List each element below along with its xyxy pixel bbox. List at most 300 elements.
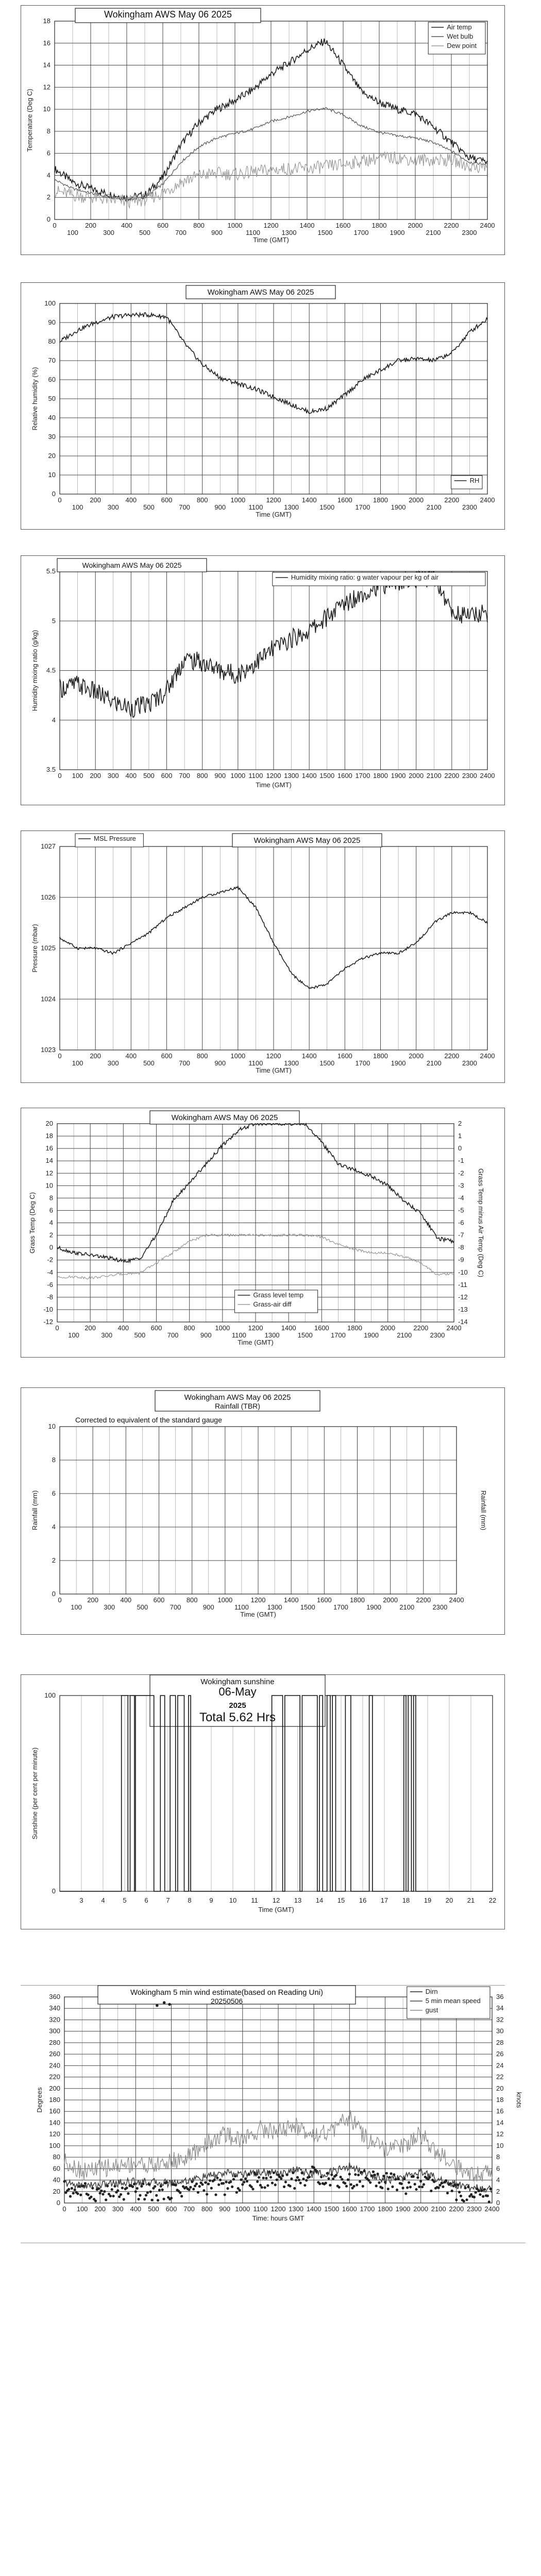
x-tick-label: 2200 [444,222,459,229]
data-point [250,2185,253,2188]
chart-title: Wokingham AWS May 06 2025 [104,9,232,20]
y-right-tick-label: -2 [458,1169,464,1177]
data-point [406,2187,409,2189]
legend [428,22,485,54]
x-tick-label: 1800 [373,1052,388,1060]
x-tick-label: 1400 [301,496,317,504]
x-tick-label: 700 [179,503,190,511]
data-point [112,2195,115,2197]
data-point [455,2198,458,2201]
data-point [391,2185,394,2188]
data-point [325,2182,327,2184]
data-point [111,2188,113,2191]
y-right-tick-label: 26 [496,2050,504,2058]
data-point [473,2196,476,2198]
data-point [363,2170,366,2172]
x-tick-label: 500 [134,1331,146,1339]
x-tick-label: 900 [202,1603,214,1611]
grid-group [60,571,487,770]
x-tick-label: 600 [157,222,168,229]
data-point [191,2180,193,2183]
data-point [74,2189,76,2191]
legend-label: 5 min mean speed [425,1997,481,2005]
x-tick-label: 15 [337,1896,345,1904]
data-point [116,2189,119,2192]
x-tick-label: 1100 [248,1059,263,1067]
y-right-tick-label: 0 [458,1144,462,1153]
y-right-tick-label: 8 [496,2153,500,2161]
data-point [140,2185,143,2188]
data-point [71,2187,73,2190]
wind-chart-svg [21,1986,526,2243]
x-tick-label: 2400 [449,1596,464,1604]
x-tick-label: 19 [424,1896,432,1904]
data-point [255,2173,257,2176]
x-tick-label: 400 [125,496,137,504]
y-tick-label: 80 [53,2153,60,2161]
chart-title: Wokingham AWS May 06 2025 [207,288,314,297]
y-right-tick-label: 16 [496,2107,504,2115]
chart-subtitle: 06-May [218,1685,257,1698]
y-right-tick-label: 20 [496,2084,504,2092]
data-point [344,2182,346,2184]
data-point [109,2195,112,2197]
y-tick-label: 16 [45,1144,53,1153]
data-point [206,2193,208,2195]
y-tick-label: 12 [45,1169,53,1177]
x-tick-label: 1000 [235,2205,250,2213]
data-point [482,2195,484,2198]
data-point [286,2174,289,2176]
legend [75,834,143,847]
y-tick-label: 1024 [41,995,56,1003]
y-right-tick-label: 14 [496,2119,504,2127]
data-point [308,2176,311,2178]
y-tick-label: 8 [46,127,50,135]
x-tick-label: 200 [85,222,96,229]
y-axis-label: Pressure (mbar) [31,924,39,973]
y-tick-label: 2 [49,1231,53,1239]
data-point [225,2181,228,2183]
data-point [475,2191,477,2194]
data-point [216,2177,218,2179]
y-tick-label: 18 [43,17,50,25]
x-tick-label: 2300 [462,772,477,779]
y-tick-label: 10 [48,471,56,479]
data-point [416,2176,419,2179]
x-tick-label: 1200 [266,772,281,779]
data-point [154,2185,156,2188]
x-tick-label: 2200 [413,1324,429,1332]
x-tick-label: 0 [53,222,57,229]
data-point [247,2173,250,2176]
y-tick-label: 40 [48,414,56,421]
y-tick-label: 1023 [41,1046,56,1054]
x-tick-label: 500 [148,2205,159,2213]
data-point [414,2183,416,2185]
x-tick-label: 2400 [480,222,495,229]
legend-label: MSL Pressure [94,835,136,842]
x-tick-label: 1500 [300,1603,315,1611]
y-tick-label: 0 [52,490,56,498]
data-point [168,2003,171,2006]
data-point [327,2177,330,2180]
x-tick-label: 1800 [373,496,388,504]
data-point [69,2195,72,2198]
y-right-tick-label: -12 [458,1293,468,1301]
data-point [261,2186,263,2189]
data-point [243,2181,245,2183]
x-tick-label: 21 [467,1896,475,1904]
legend [234,1290,317,1313]
y-right-tick-label: 6 [496,2164,500,2173]
data-point [315,2170,318,2173]
x-tick-label: 1500 [297,1331,313,1339]
data-point [362,2185,364,2188]
x-tick-label: 12 [272,1896,280,1904]
data-point [161,2189,164,2191]
pressure-chart-svg [21,831,505,1083]
y-tick-label: 60 [48,376,56,383]
y-tick-label: 18 [45,1132,53,1140]
data-point [137,2198,140,2200]
data-point [150,2199,153,2201]
x-tick-label: 22 [488,1896,497,1904]
x-tick-label: 2000 [409,772,424,779]
x-tick-label: 8 [188,1896,192,1904]
x-tick-label: 400 [120,1596,132,1604]
y-axis-label: Sunshine (per cent per minute) [31,1747,39,1840]
data-point [433,2180,435,2183]
chart-title: Wokingham AWS May 06 2025 [184,1393,291,1402]
x-tick-label: 2100 [431,2205,446,2213]
x-tick-label: 500 [137,1603,148,1611]
x-tick-label: 2000 [409,496,424,504]
x-tick-label: 700 [179,772,190,779]
y-tick-label: 120 [49,2130,60,2138]
x-tick-label: 1900 [391,1059,406,1067]
data-point [403,2177,405,2180]
data-point [273,2172,275,2174]
y-right-tick-label: -4 [458,1194,464,1202]
x-tick-label: 200 [94,2205,106,2213]
data-point [213,2179,215,2181]
data-point [465,2198,468,2201]
data-point [106,2184,109,2187]
x-tick-label: 600 [153,1596,165,1604]
x-tick-label: 1200 [266,1052,281,1060]
x-tick-label: 1800 [347,1324,362,1332]
x-tick-label: 1300 [264,1331,280,1339]
x-tick-label: 20 [445,1896,453,1904]
data-point [155,2194,158,2197]
data-point [157,2199,159,2201]
x-tick-label: 700 [183,2205,195,2213]
x-tick-label: 2400 [446,1324,462,1332]
data-point [90,2196,92,2198]
y-tick-label: 340 [49,2004,60,2012]
data-point [210,2187,213,2190]
y-tick-label: 0 [52,1887,56,1895]
y-right-tick-label: 28 [496,2038,504,2046]
data-point [370,2175,373,2177]
data-point [385,2172,388,2175]
x-tick-label: 1900 [364,1331,379,1339]
x-tick-label: 1100 [248,772,263,779]
data-point [146,2191,149,2194]
grid-group [60,1427,457,1594]
x-tick-label: 400 [121,222,132,229]
x-axis-label: Time (GMT) [238,1338,274,1346]
legend-label: Dirn [425,1988,438,1995]
data-point [118,2195,121,2198]
y-tick-label: 140 [49,2119,60,2127]
x-tick-label: 1700 [353,229,369,236]
x-tick-label: 2200 [444,772,460,779]
data-point [367,2179,370,2181]
x-tick-label: 100 [68,1331,79,1339]
data-point [240,2178,242,2181]
y-tick-label: 14 [43,61,50,69]
y-right-tick-label: -13 [458,1305,468,1313]
y-axis-label: Grass Temp (Deg C) [28,1192,36,1253]
data-point [133,2183,136,2185]
data-point [437,2187,440,2189]
y-tick-label: 1027 [41,842,56,850]
data-point [345,2185,348,2188]
x-tick-label: 1600 [314,1324,329,1332]
data-point [384,2181,386,2183]
x-tick-label: 200 [90,772,102,779]
y-right-tick-label: 36 [496,1993,504,2001]
data-point [457,2183,459,2186]
y-right-tick-label: 22 [496,2073,504,2081]
data-point [394,2178,397,2180]
y-right-tick-label: 0 [496,2199,500,2207]
data-point [268,2171,270,2173]
data-point [156,2004,159,2007]
data-point [453,2183,456,2186]
data-point [301,2172,303,2174]
y-tick-label: 10 [45,1181,53,1190]
x-tick-label: 1700 [360,2205,375,2213]
data-point [241,2183,244,2185]
x-tick-label: 300 [103,229,114,236]
data-point [415,2188,417,2191]
x-axis-label: Time (GMT) [240,1611,276,1618]
data-point [262,2177,265,2179]
y-tick-label: 240 [49,2061,60,2070]
x-tick-label: 1900 [390,229,405,236]
x-tick-label: 6 [144,1896,148,1904]
x-tick-label: 1200 [248,1324,263,1332]
data-point [483,2188,486,2191]
data-point [412,2175,415,2178]
data-point [292,2172,294,2174]
data-point [238,2189,241,2192]
x-tick-label: 2400 [484,2205,500,2213]
data-point [180,2195,183,2197]
data-point [91,2187,94,2189]
data-point [269,2176,272,2178]
y-tick-label: 6 [52,1489,56,1497]
chart-year: 2025 [229,1701,246,1710]
y-tick-label: 80 [48,337,56,345]
x-tick-label: 500 [139,229,150,236]
x-tick-label: 2000 [413,2205,429,2213]
y-axis-label: Degrees [36,2087,43,2113]
legend [273,572,485,586]
data-point [201,2183,204,2185]
data-point [281,2175,284,2177]
x-tick-label: 1400 [301,1052,317,1060]
x-tick-label: 1600 [337,772,352,779]
rainfall-chart-panel [21,1387,505,1635]
y-tick-label: 0 [46,215,50,223]
y-right-tick-label: 32 [496,2015,504,2024]
y-right-tick-label: 1 [458,1132,462,1140]
y-tick-label: 180 [49,2096,60,2104]
y-right-tick-label: -3 [458,1181,464,1190]
y-tick-label: 40 [53,2176,60,2184]
y-tick-label: -8 [47,1293,53,1301]
y-right-tick-label: 34 [496,2004,504,2012]
x-tick-label: 300 [112,2205,124,2213]
data-point [329,2184,331,2187]
temperature-chart-panel [21,5,505,255]
x-axis-label: Time (GMT) [256,1066,292,1074]
y-tick-label: 0 [52,1590,56,1598]
x-tick-label: 1700 [355,772,370,779]
y-tick-label: 90 [48,318,56,326]
temperature-chart-svg [21,6,505,256]
x-tick-label: 2300 [462,503,477,511]
x-tick-label: 600 [165,2205,177,2213]
data-point [204,2181,207,2184]
x-tick-label: 100 [72,503,83,511]
data-point [348,2173,351,2175]
legend-label: Air temp [447,23,472,31]
x-tick-label: 2400 [480,772,495,779]
x-tick-label: 1100 [246,229,260,236]
wind-chart-panel [21,1985,523,2243]
x-tick-label: 1100 [248,503,263,511]
legend-label: Grass level temp [253,1291,303,1299]
data-point [76,2192,79,2195]
x-tick-label: 11 [251,1896,258,1904]
x-tick-label: 0 [55,1324,59,1332]
x-tick-label: 1000 [227,222,243,229]
data-point [409,2185,412,2188]
x-tick-label: 400 [117,1324,129,1332]
data-point [244,2177,247,2180]
y-right-axis-label: knots [515,2092,523,2108]
data-point [84,2182,87,2184]
x-tick-label: 1700 [355,503,370,511]
y-tick-label: 100 [44,1691,56,1699]
x-tick-label: 1400 [283,1596,299,1604]
data-point [295,2179,297,2181]
y-right-tick-label: 30 [496,2027,504,2035]
x-tick-label: 2100 [426,503,442,511]
data-point [207,2183,210,2185]
grass-temp-chart-svg [21,1108,505,1358]
x-tick-label: 1800 [371,222,387,229]
x-axis-label: Time (GMT) [258,1906,294,1913]
data-point [374,2174,376,2176]
data-point [102,2193,104,2195]
x-tick-label: 2300 [466,2205,482,2213]
data-point [296,2176,299,2179]
data-point [82,2184,85,2187]
data-point [298,2179,300,2181]
y-right-tick-label: -11 [458,1280,467,1289]
x-tick-label: 14 [315,1896,324,1904]
data-point [372,2171,375,2173]
data-point [232,2178,235,2180]
legend [407,1987,490,2019]
x-tick-label: 700 [175,229,187,236]
data-point [127,2192,129,2195]
data-point [313,2166,315,2169]
x-tick-label: 2100 [397,1331,412,1339]
data-point [160,2185,162,2188]
data-point [163,2001,166,2004]
data-point [418,2185,420,2188]
data-point [350,2183,352,2186]
data-point [347,2178,349,2181]
y-tick-label: 20 [48,452,56,460]
data-point [145,2194,147,2196]
y-tick-label: 0 [56,2199,60,2207]
y-tick-label: 260 [49,2050,60,2058]
y-axis-label: Humidity mixing ratio (g/kg) [31,630,39,711]
y-tick-label: 12 [43,83,50,91]
y-tick-label: 220 [49,2073,60,2081]
legend [451,476,482,489]
x-tick-label: 200 [90,496,102,504]
x-tick-label: 1200 [270,2205,286,2213]
x-tick-label: 2400 [480,1052,495,1060]
x-tick-label: 300 [107,772,119,779]
data-point [251,2188,254,2190]
x-tick-label: 500 [143,1059,155,1067]
y-right-tick-label: 2 [458,1120,462,1127]
chart-title: Wokingham 5 min wind estimate(based on Reading Uni) [130,1988,324,1997]
x-tick-label: 600 [161,772,173,779]
x-tick-label: 700 [167,1331,179,1339]
x-tick-label: 1300 [289,2205,304,2213]
y-tick-label: 10 [43,105,50,113]
y-tick-label: 160 [49,2107,60,2115]
data-point [175,2184,177,2187]
x-tick-label: 1200 [266,496,281,504]
x-tick-label: 400 [125,772,137,779]
data-point [222,2182,225,2184]
x-tick-label: 800 [196,1052,208,1060]
x-tick-label: 2000 [409,1052,424,1060]
x-tick-label: 1700 [333,1603,348,1611]
x-tick-label: 9 [209,1896,213,1904]
x-tick-label: 300 [104,1603,115,1611]
data-point [430,2190,432,2192]
x-tick-label: 0 [58,1052,62,1060]
data-point [79,2194,82,2196]
x-tick-label: 900 [200,1331,212,1339]
data-point [72,2192,75,2194]
data-point [463,2200,465,2202]
data-point [446,2192,449,2194]
